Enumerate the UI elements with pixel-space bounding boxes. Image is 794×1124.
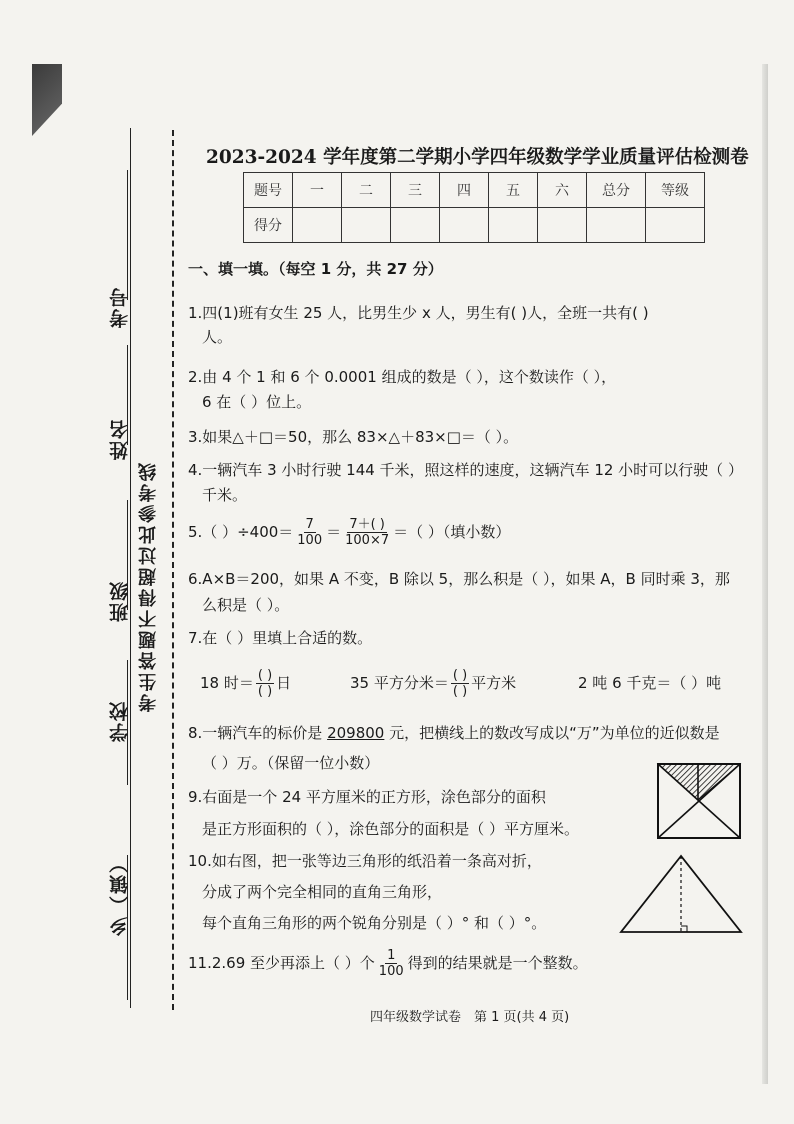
label-xiang: 乡（镇） bbox=[109, 852, 131, 936]
label-kaohao: 考号 bbox=[109, 286, 131, 328]
question-10-line2: 分成了两个完全相同的直角三角形， bbox=[202, 883, 443, 901]
question-7-part-c: 2 吨 6 千克＝（ ）吨 bbox=[578, 674, 722, 692]
binding-dashed-line bbox=[172, 130, 174, 1010]
label-xuexiao: 学校 bbox=[109, 700, 131, 742]
q7a-numerator: ( ) bbox=[257, 668, 273, 683]
question-4-line1: 4.一辆汽车 3 小时行驶 144 千米，照这样的速度，这辆汽车 12 小时可以行驶（ ） bbox=[188, 461, 743, 479]
score-cell: 题号 bbox=[244, 173, 293, 208]
label-banji: 班级 bbox=[109, 580, 131, 622]
q5-fraction-2 bbox=[343, 517, 391, 548]
q5-f2-numerator: 7＋( ) bbox=[349, 517, 385, 532]
question-3: 3.如果△＋□＝50，那么 83×△＋83×□＝（ ）。 bbox=[188, 428, 519, 446]
q5-f2-denominator: 100×7 bbox=[345, 533, 390, 548]
q8-text-b: 元，把横线上的数改写成以“万”为单位的近似数是 bbox=[384, 724, 720, 742]
score-table-score-row bbox=[244, 208, 705, 243]
exam-title: 2023-2024 学年度第二学期小学四年级数学学业质量评估检测卷 bbox=[206, 147, 749, 168]
scan-shadow bbox=[32, 64, 62, 136]
q11-denominator: 100 bbox=[378, 964, 404, 979]
q11-fraction bbox=[377, 948, 406, 979]
score-cell: 六 bbox=[538, 173, 587, 208]
page-footer: 四年级数学试卷 第 1 页(共 4 页) bbox=[370, 1010, 570, 1025]
score-cell: 一 bbox=[293, 173, 342, 208]
score-blank[interactable] bbox=[440, 208, 489, 243]
score-cell: 四 bbox=[440, 173, 489, 208]
question-7-part-a bbox=[200, 663, 291, 703]
binding-warning: 考生答题不得超过此参考线 bbox=[138, 460, 159, 712]
score-cell: 三 bbox=[391, 173, 440, 208]
q5-mid: ＝ bbox=[326, 523, 342, 541]
question-6-line1: 6.A×B＝200，如果 A 不变，B 除以 5，那么积是（ ），如果 A，B 同时乘 3，那 bbox=[188, 570, 730, 588]
score-blank[interactable] bbox=[293, 208, 342, 243]
question-10-line1: 10.如右图，把一张等边三角形的纸沿着一条高对折， bbox=[188, 852, 542, 870]
score-blank[interactable] bbox=[342, 208, 391, 243]
score-blank[interactable] bbox=[587, 208, 646, 243]
q5-fraction-1 bbox=[295, 517, 324, 548]
q5-start: 5.（ ）÷400＝ bbox=[188, 523, 294, 541]
score-table-header-row bbox=[244, 173, 705, 208]
score-cell: 二 bbox=[342, 173, 391, 208]
triangle-figure bbox=[618, 854, 744, 934]
score-row-label: 得分 bbox=[244, 208, 293, 243]
q8-underlined-number: 209800 bbox=[327, 724, 385, 742]
scan-edge bbox=[762, 64, 768, 1084]
question-9-line1: 9.右面是一个 24 平方厘米的正方形，涂色部分的面积 bbox=[188, 788, 546, 806]
question-7-part-b bbox=[350, 663, 516, 703]
score-cell: 等级 bbox=[646, 173, 705, 208]
q7b-text: 35 平方分米＝ bbox=[350, 674, 449, 692]
question-4-line2: 千米。 bbox=[202, 486, 248, 504]
question-1-line2: 人。 bbox=[202, 328, 233, 346]
score-blank[interactable] bbox=[489, 208, 538, 243]
square-figure bbox=[656, 762, 742, 840]
q7b-numerator: ( ) bbox=[452, 668, 468, 683]
score-blank[interactable] bbox=[538, 208, 587, 243]
q5-f1-numerator: 7 bbox=[305, 517, 314, 532]
q8-text-a: 8.一辆汽车的标价是 bbox=[188, 724, 328, 742]
label-xingming: 姓名 bbox=[109, 418, 131, 460]
q7a-unit: 日 bbox=[276, 674, 292, 692]
question-1-line1: 1.四(1)班有女生 25 人，比男生少 x 人，男生有( )人，全班一共有( ) bbox=[188, 304, 649, 322]
q5-end: ＝（ ）（填小数） bbox=[393, 523, 511, 541]
question-2-line2: 6 在（ ）位上。 bbox=[202, 393, 312, 411]
score-blank[interactable] bbox=[646, 208, 705, 243]
question-7: 7.在（ ）里填上合适的数。 bbox=[188, 629, 373, 647]
question-2-line1: 2.由 4 个 1 和 6 个 0.0001 组成的数是（ ），这个数读作（ ）， bbox=[188, 368, 617, 386]
q7b-fraction bbox=[451, 668, 469, 699]
q11-numerator: 1 bbox=[387, 948, 396, 963]
question-8-line1 bbox=[188, 722, 720, 744]
score-cell: 总分 bbox=[587, 173, 646, 208]
q11-end: 得到的结果就是一个整数。 bbox=[407, 954, 588, 972]
q7b-denominator: ( ) bbox=[452, 684, 468, 699]
q7a-text: 18 时＝ bbox=[200, 674, 254, 692]
section-heading: 一、填一填。（每空 1 分，共 27 分） bbox=[188, 260, 443, 278]
question-8-line2: （ ）万。（保留一位小数） bbox=[202, 754, 380, 772]
q5-f1-denominator: 100 bbox=[297, 533, 323, 548]
q7a-denominator: ( ) bbox=[257, 684, 273, 699]
question-10-line3: 每个直角三角形的两个锐角分别是（ ）° 和（ ）°。 bbox=[202, 914, 547, 932]
score-table bbox=[243, 172, 705, 243]
q7b-unit: 平方米 bbox=[471, 674, 517, 692]
q7a-fraction bbox=[256, 668, 274, 699]
question-5 bbox=[188, 514, 510, 550]
question-11 bbox=[188, 944, 588, 982]
question-9-line2: 是正方形面积的（ ），涂色部分的面积是（ ）平方厘米。 bbox=[202, 820, 580, 838]
kaohao-blank bbox=[127, 170, 128, 300]
question-6-line2: 么积是（ ）。 bbox=[202, 596, 290, 614]
q11-start: 11.2.69 至少再添上（ ）个 bbox=[188, 954, 375, 972]
score-blank[interactable] bbox=[391, 208, 440, 243]
score-cell: 五 bbox=[489, 173, 538, 208]
